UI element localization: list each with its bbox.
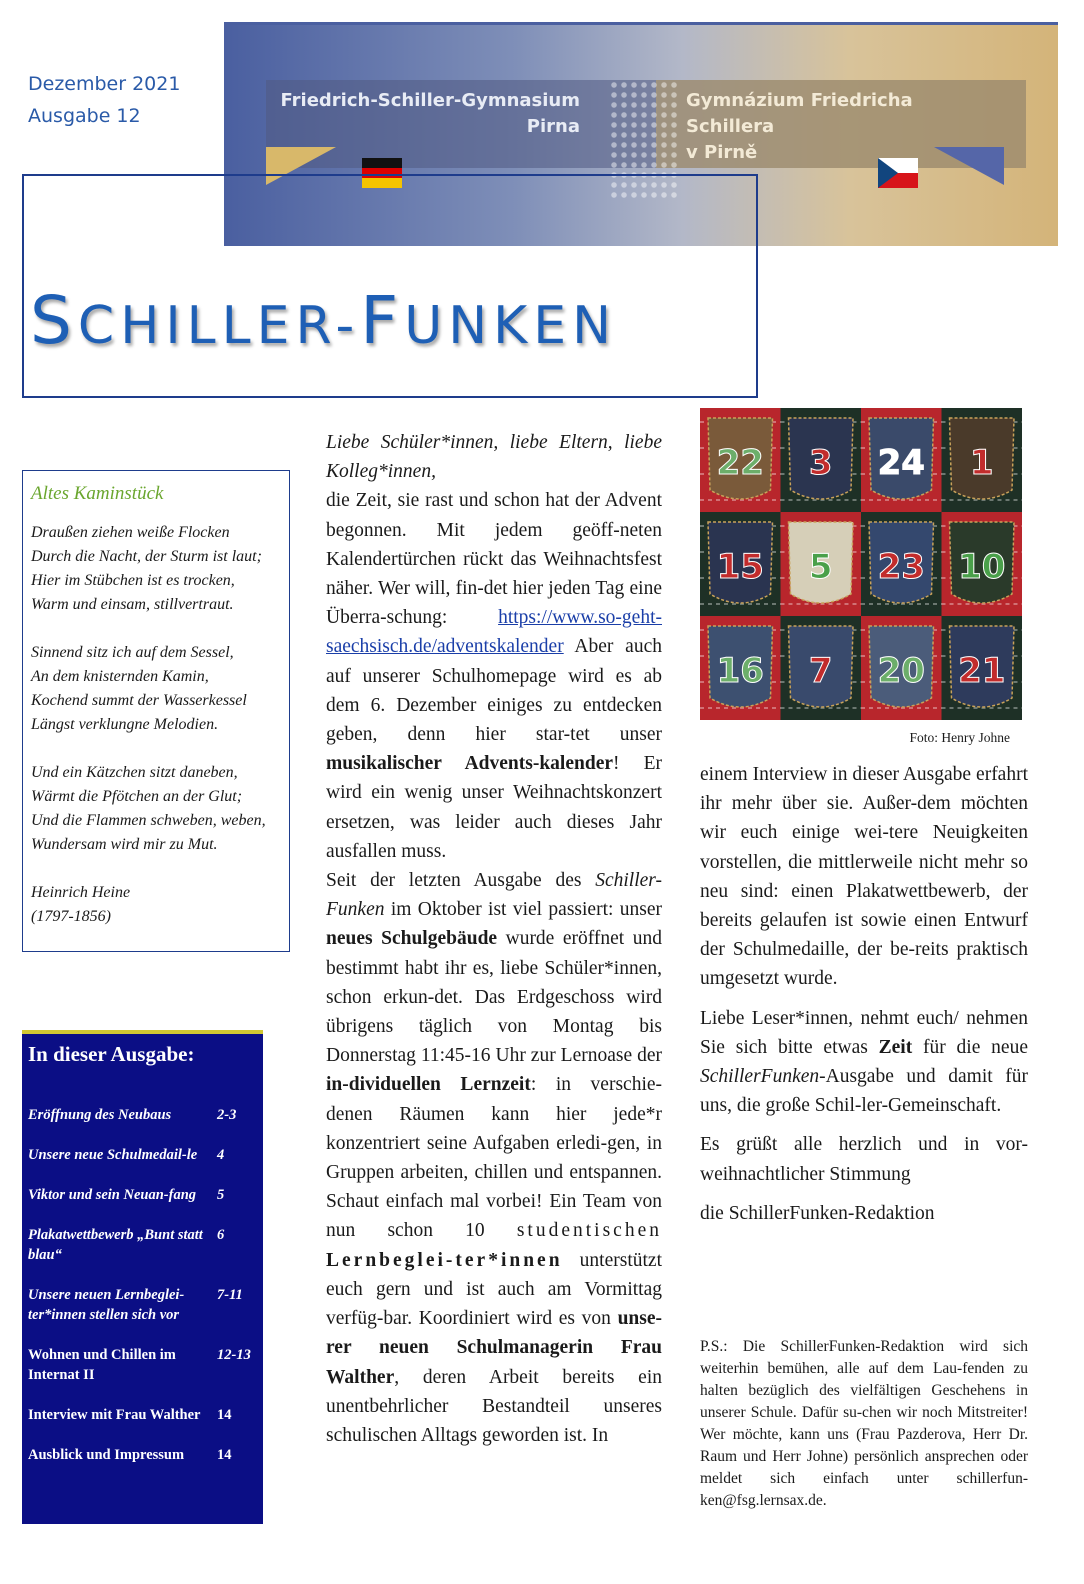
issue-date: Dezember 2021 <box>28 73 181 95</box>
toc-item[interactable]: Interview mit Frau Walther 14 <box>28 1407 232 1423</box>
calendar-number: 15 <box>716 547 764 587</box>
article-paragraph: einem Interview in dieser Ausgabe erfahrt ihr mehr über sie. Außer-dem möchten wir euch einige wei-tere Neuigkeiten vorstellen, die mittlerweile nicht mehr so neu sind: einen Plakatwettbewerb, der bereits gelaufen ist sowie einen Entwurf der Schulmedaille, der be-reits praktisch umgesetzt wurde. <box>700 764 1028 990</box>
poem-title: Altes Kaminstück <box>31 483 164 504</box>
advent-calendar-link[interactable]: https://www.so-geht-saechsisch.de/adventskalender <box>326 607 662 658</box>
poem-text <box>31 521 281 929</box>
poem-stanza: Und ein Kätzchen sitzt daneben, Wärmt die Pfötchen an der Glut; Und die Flammen schweben, weben, Wundersam wird mir zu Mut. <box>31 764 266 853</box>
school-name-czech: Gymnázium Friedricha Schillera v Pirně <box>686 90 913 163</box>
calendar-number: 3 <box>808 443 833 483</box>
poem-box <box>22 470 290 952</box>
poem-author: Heinrich Heine <box>31 884 131 901</box>
calendar-number: 5 <box>808 547 833 587</box>
toc-item[interactable]: Unsere neuen Lernbeglei-ter*innen stellen sich vor 7-11 <box>28 1287 243 1323</box>
poem-stanza: Sinnend sitz ich auf dem Sessel, An dem knisternden Kamin, Kochend summt der Wasserkessel Längst verklungne Melodien. <box>31 644 247 733</box>
toc-item[interactable]: Eröffnung des Neubaus 2-3 <box>28 1107 237 1123</box>
photo-caption: Foto: Henry Johne <box>909 730 1010 745</box>
issue-info <box>28 68 180 132</box>
article-paragraph: Seit der letzten Ausgabe des Schiller-Funken im Oktober ist viel passiert: unser neues Schulgebäude wurde eröffnet und bestimmt habt ihr es, liebe Schüler*innen, schon erkun-det. Das Erdgeschoss wird übrigens täglich von Montag bis Donnerstag 11:45-16 Uhr zur Lernoase der in-dividuellen Lernzeit: in verschie-denen Räumen kann hier jede*r konzentriert seine Aufgaben erledi-gen, in Gruppen arbeiten, chillen und entspannen. Schaut einfach mal vorbei! Ein Team von nun schon 10 studentischen Lernbeglei-ter*innen unterstützt euch gern und ist auch am Vormittag verfüg-bar. Koordiniert wird es von unse-rer neuen Schulmanagerin Frau Walther, deren Arbeit bereits ein unentbehrlicher Bestandteil unseres schulischen Alltags geworden ist. In <box>326 870 663 1446</box>
banner-triangle-right <box>934 147 1004 185</box>
calendar-number: 16 <box>716 651 764 691</box>
toc-heading: In dieser Ausgabe: <box>28 1042 195 1066</box>
toc-item[interactable]: Ausblick und Impressum 14 <box>28 1447 232 1463</box>
school-name-german: Friedrich-Schiller-Gymnasium Pirna <box>280 90 580 137</box>
calendar-number: 22 <box>716 443 764 483</box>
calendar-number: 23 <box>877 547 925 587</box>
toc-item[interactable]: Viktor und sein Neuan-fang 5 <box>28 1187 225 1203</box>
calendar-number: 7 <box>808 651 833 691</box>
article-column <box>326 428 662 1450</box>
poem-years: (1797-1856) <box>31 908 111 925</box>
calendar-number: 20 <box>877 651 925 691</box>
article-paragraph: die Zeit, sie rast und schon hat der Advent begonnen. Mit jedem geöff-neten Kalendertürchen rückt das Weihnachtsfest näher. Wer will, fin-det hier jeden Tag eine Überra-schung: https://www.so-geht-saechsisch.de/adventskalender Aber auch auf unserer Schulhomepage wird es ab dem 6. Dezember einiges zu entdecken geben, denn hier star-tet unser musikalischer Advents-kalender! Er wird ein wenig unser Weihnachtskonzert ersetzen, was leider auch dieses Jahr ausfallen muss. <box>326 490 663 862</box>
signature: die SchillerFunken-Redaktion <box>700 1202 935 1224</box>
calendar-number: 1 <box>969 443 994 483</box>
article-paragraph: Liebe Leser*innen, nehmt euch/ nehmen Sie sich bitte etwas Zeit für die neue SchillerFunken-Ausgabe und damit für uns, die große Schil-ler-Gemeinschaft. <box>700 1007 1028 1117</box>
toc-item[interactable]: Plakatwettbewerb „Bunt statt blau“ 6 <box>28 1227 225 1263</box>
issue-number: Ausgabe 12 <box>28 105 141 127</box>
advent-calendar-photo <box>700 408 1022 720</box>
calendar-number: 24 <box>877 443 925 483</box>
calendar-number: 10 <box>958 547 1006 587</box>
toc-item[interactable]: Wohnen und Chillen im Internat II 12-13 <box>28 1347 251 1383</box>
article-column-right <box>700 760 1028 1238</box>
magazine-title: SCHILLER-FUNKEN <box>30 282 618 359</box>
greeting: Es grüßt alle herzlich und in vor-weihnachtlicher Stimmung <box>700 1134 1028 1185</box>
poem-stanza: Draußen ziehen weiße Flocken Durch die Nacht, der Sturm ist laut; Hier im Stübchen ist es trocken, Warm und einsam, stillvertraut. <box>31 524 262 613</box>
toc-item[interactable]: Unsere neue Schulmedail-le 4 <box>28 1147 225 1163</box>
calendar-number: 21 <box>958 651 1006 691</box>
table-of-contents <box>22 1030 263 1524</box>
postscript: P.S.: Die SchillerFunken-Redaktion wird sich weiterhin bemühen, alle auf dem Lau-fenden zu halten bezüglich des vielfältigen Geschehens in unserer Schule. Dafür su-chen wir noch Mitstreiter! Wer möchte, kann uns (Frau Pazderova, Herr Dr. Raum und Herr Johne) persönlich ansprechen oder meldet sich einfach unter schillerfun-ken@fsg.lernsax.de. <box>700 1338 1028 1509</box>
advent-calendar-image <box>700 408 1022 720</box>
czech-flag-icon <box>878 158 918 188</box>
salutation: Liebe Schüler*innen, liebe Eltern, liebe Kolleg*innen, <box>326 432 662 483</box>
